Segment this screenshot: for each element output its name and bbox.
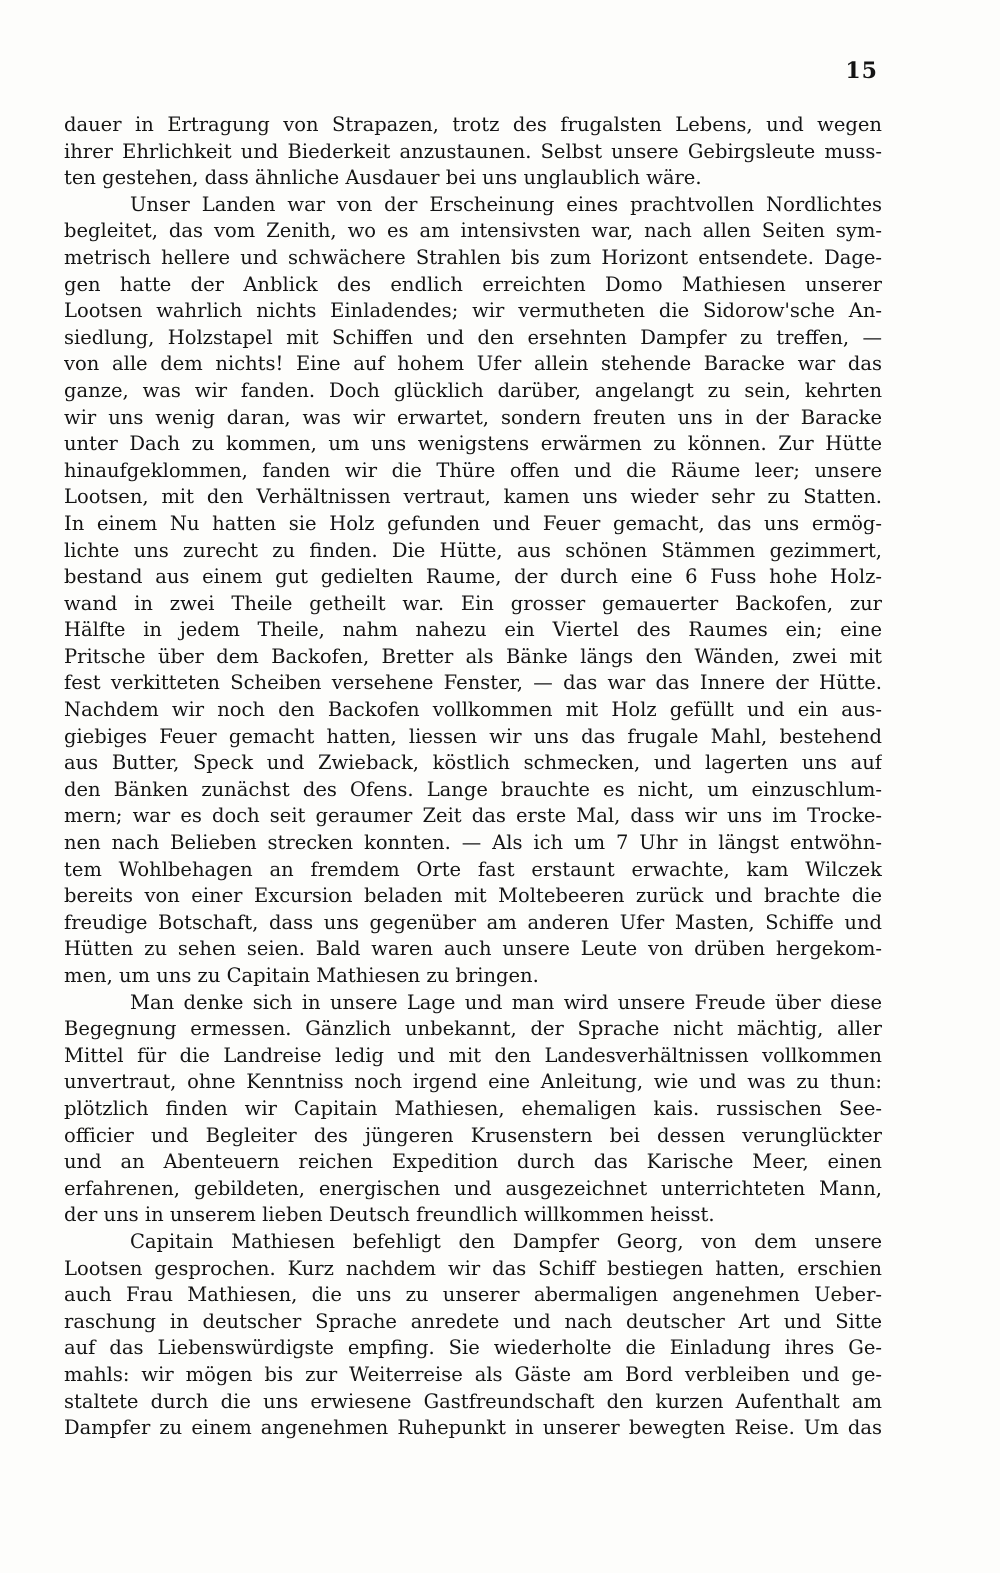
text-line: der uns in unserem lieben Deutsch freundlich willkommen heisst. bbox=[64, 1203, 715, 1227]
text-line: freudige Botschaft, dass uns gegenüber am anderen Ufer Masten, Schiffe und bbox=[64, 910, 882, 934]
text-line: ten gestehen, dass ähnliche Ausdauer bei uns unglaublich wäre. bbox=[64, 166, 702, 190]
text-line: bereits von einer Excursion beladen mit Moltebeeren zurück und brachte die bbox=[64, 884, 882, 908]
text-line: wand in zwei Theile getheilt war. Ein grosser gemauerter Backofen, zur bbox=[64, 591, 882, 615]
text-line: lichte uns zurecht zu finden. Die Hütte, aus schönen Stämmen gezimmert, bbox=[64, 538, 882, 562]
text-line: Man denke sich in unsere Lage und man wird unsere Freude über diese bbox=[130, 990, 882, 1014]
body-text bbox=[64, 112, 882, 1442]
text-line: Mittel für die Landreise ledig und mit den Landesverhältnissen vollkommen bbox=[64, 1043, 882, 1067]
text-line: Hütten zu sehen seien. Bald waren auch unsere Leute von drüben hergekom- bbox=[64, 937, 882, 961]
text-line: wir uns wenig daran, was wir erwartet, sondern freuten uns in der Baracke bbox=[64, 405, 882, 429]
text-line: Capitain Mathiesen befehligt den Dampfer Georg, von dem unsere bbox=[130, 1229, 882, 1253]
text-line: tem Wohlbehagen an fremdem Orte fast erstaunt erwachte, kam Wilczek bbox=[64, 857, 882, 881]
text-line: erfahrenen, gebildeten, energischen und ausgezeichnet unterrichteten Mann, bbox=[64, 1176, 882, 1200]
page-number: 15 bbox=[845, 58, 878, 84]
text-line: Lootsen, mit den Verhältnissen vertraut, kamen uns wieder sehr zu Statten. bbox=[64, 485, 882, 509]
text-line: unter Dach zu kommen, um uns wenigstens erwärmen zu können. Zur Hütte bbox=[64, 432, 882, 456]
text-line: Unser Landen war von der Erscheinung eines prachtvollen Nordlichtes bbox=[130, 192, 882, 216]
text-line: giebiges Feuer gemacht hatten, liessen wir uns das frugale Mahl, bestehend bbox=[64, 724, 882, 748]
text-line: begleitet, das vom Zenith, wo es am intensivsten war, nach allen Seiten sym- bbox=[64, 219, 882, 243]
text-line: nen nach Belieben strecken konnten. — Als ich um 7 Uhr in längst entwöhn- bbox=[64, 831, 882, 855]
text-line: unvertraut, ohne Kenntniss noch irgend eine Anleitung, wie und was zu thun: bbox=[64, 1070, 882, 1094]
text-line: mern; war es doch seit geraumer Zeit das erste Mal, dass wir uns im Trocke- bbox=[64, 804, 882, 828]
text-line: officier und Begleiter des jüngeren Krusenstern bei dessen verunglückter bbox=[64, 1123, 882, 1147]
text-line: Lootsen wahrlich nichts Einladendes; wir vermutheten die Sidorow'sche An- bbox=[64, 299, 882, 323]
text-line: auch Frau Mathiesen, die uns zu unserer abermaligen angenehmen Ueber- bbox=[64, 1283, 882, 1307]
text-line: men, um uns zu Capitain Mathiesen zu bringen. bbox=[64, 964, 539, 987]
text-line: Begegnung ermessen. Gänzlich unbekannt, der Sprache nicht mächtig, aller bbox=[64, 1017, 882, 1041]
text-line: Lootsen gesprochen. Kurz nachdem wir das Schiff bestiegen hatten, erschien bbox=[64, 1256, 882, 1280]
text-line: plötzlich finden wir Capitain Mathiesen, ehemaligen kais. russischen See- bbox=[64, 1096, 882, 1120]
text-line: metrisch hellere und schwächere Strahlen bis zum Horizont entsendete. Dage- bbox=[64, 245, 882, 269]
text-line: von alle dem nichts! Eine auf hohem Ufer allein stehende Baracke war das bbox=[64, 352, 882, 376]
text-line: In einem Nu hatten sie Holz gefunden und Feuer gemacht, das uns ermög- bbox=[64, 511, 882, 535]
text-line: Hälfte in jedem Theile, nahm nahezu ein Viertel des Raumes ein; eine bbox=[64, 618, 882, 642]
text-line: aus Butter, Speck und Zwieback, köstlich schmecken, und lagerten uns auf bbox=[64, 751, 882, 775]
text-line: staltete durch die uns erwiesene Gastfreundschaft den kurzen Aufenthalt am bbox=[64, 1389, 882, 1413]
text-line: fest verkitteten Scheiben versehene Fenster, — das war das Innere der Hütte. bbox=[64, 671, 882, 695]
text-line: Dampfer zu einem angenehmen Ruhepunkt in unserer bewegten Reise. Um das bbox=[64, 1416, 882, 1440]
text-line: dauer in Ertragung von Strapazen, trotz des frugalsten Lebens, und wegen bbox=[64, 113, 882, 136]
text-line: ihrer Ehrlichkeit und Biederkeit anzustaunen. Selbst unsere Gebirgsleute muss- bbox=[64, 139, 882, 163]
text-line: siedlung, Holzstapel mit Schiffen und den ersehnten Dampfer zu treffen, — bbox=[64, 325, 882, 349]
text-line: gen hatte der Anblick des endlich erreichten Domo Mathiesen unserer bbox=[64, 272, 882, 296]
text-line: ganze, was wir fanden. Doch glücklich darüber, angelangt zu sein, kehrten bbox=[64, 378, 882, 402]
text-line: Pritsche über dem Backofen, Bretter als Bänke längs den Wänden, zwei mit bbox=[64, 644, 882, 668]
text-line: bestand aus einem gut gedielten Raume, der durch eine 6 Fuss hohe Holz- bbox=[64, 565, 882, 589]
text-line: und an Abenteuern reichen Expedition durch das Karische Meer, einen bbox=[64, 1150, 882, 1174]
text-line: mahls: wir mögen bis zur Weiterreise als Gäste am Bord verbleiben und ge- bbox=[64, 1362, 882, 1386]
text-line: raschung in deutscher Sprache anredete und nach deutscher Art und Sitte bbox=[64, 1309, 882, 1333]
text-line: auf das Liebenswürdigste empfing. Sie wiederholte die Einladung ihres Ge- bbox=[64, 1336, 882, 1360]
text-line: hinaufgeklommen, fanden wir die Thüre offen und die Räume leer; unsere bbox=[64, 458, 882, 482]
text-line: den Bänken zunächst des Ofens. Lange brauchte es nicht, um einzuschlum- bbox=[64, 777, 882, 801]
text-line: Nachdem wir noch den Backofen vollkommen mit Holz gefüllt und ein aus- bbox=[64, 698, 882, 722]
